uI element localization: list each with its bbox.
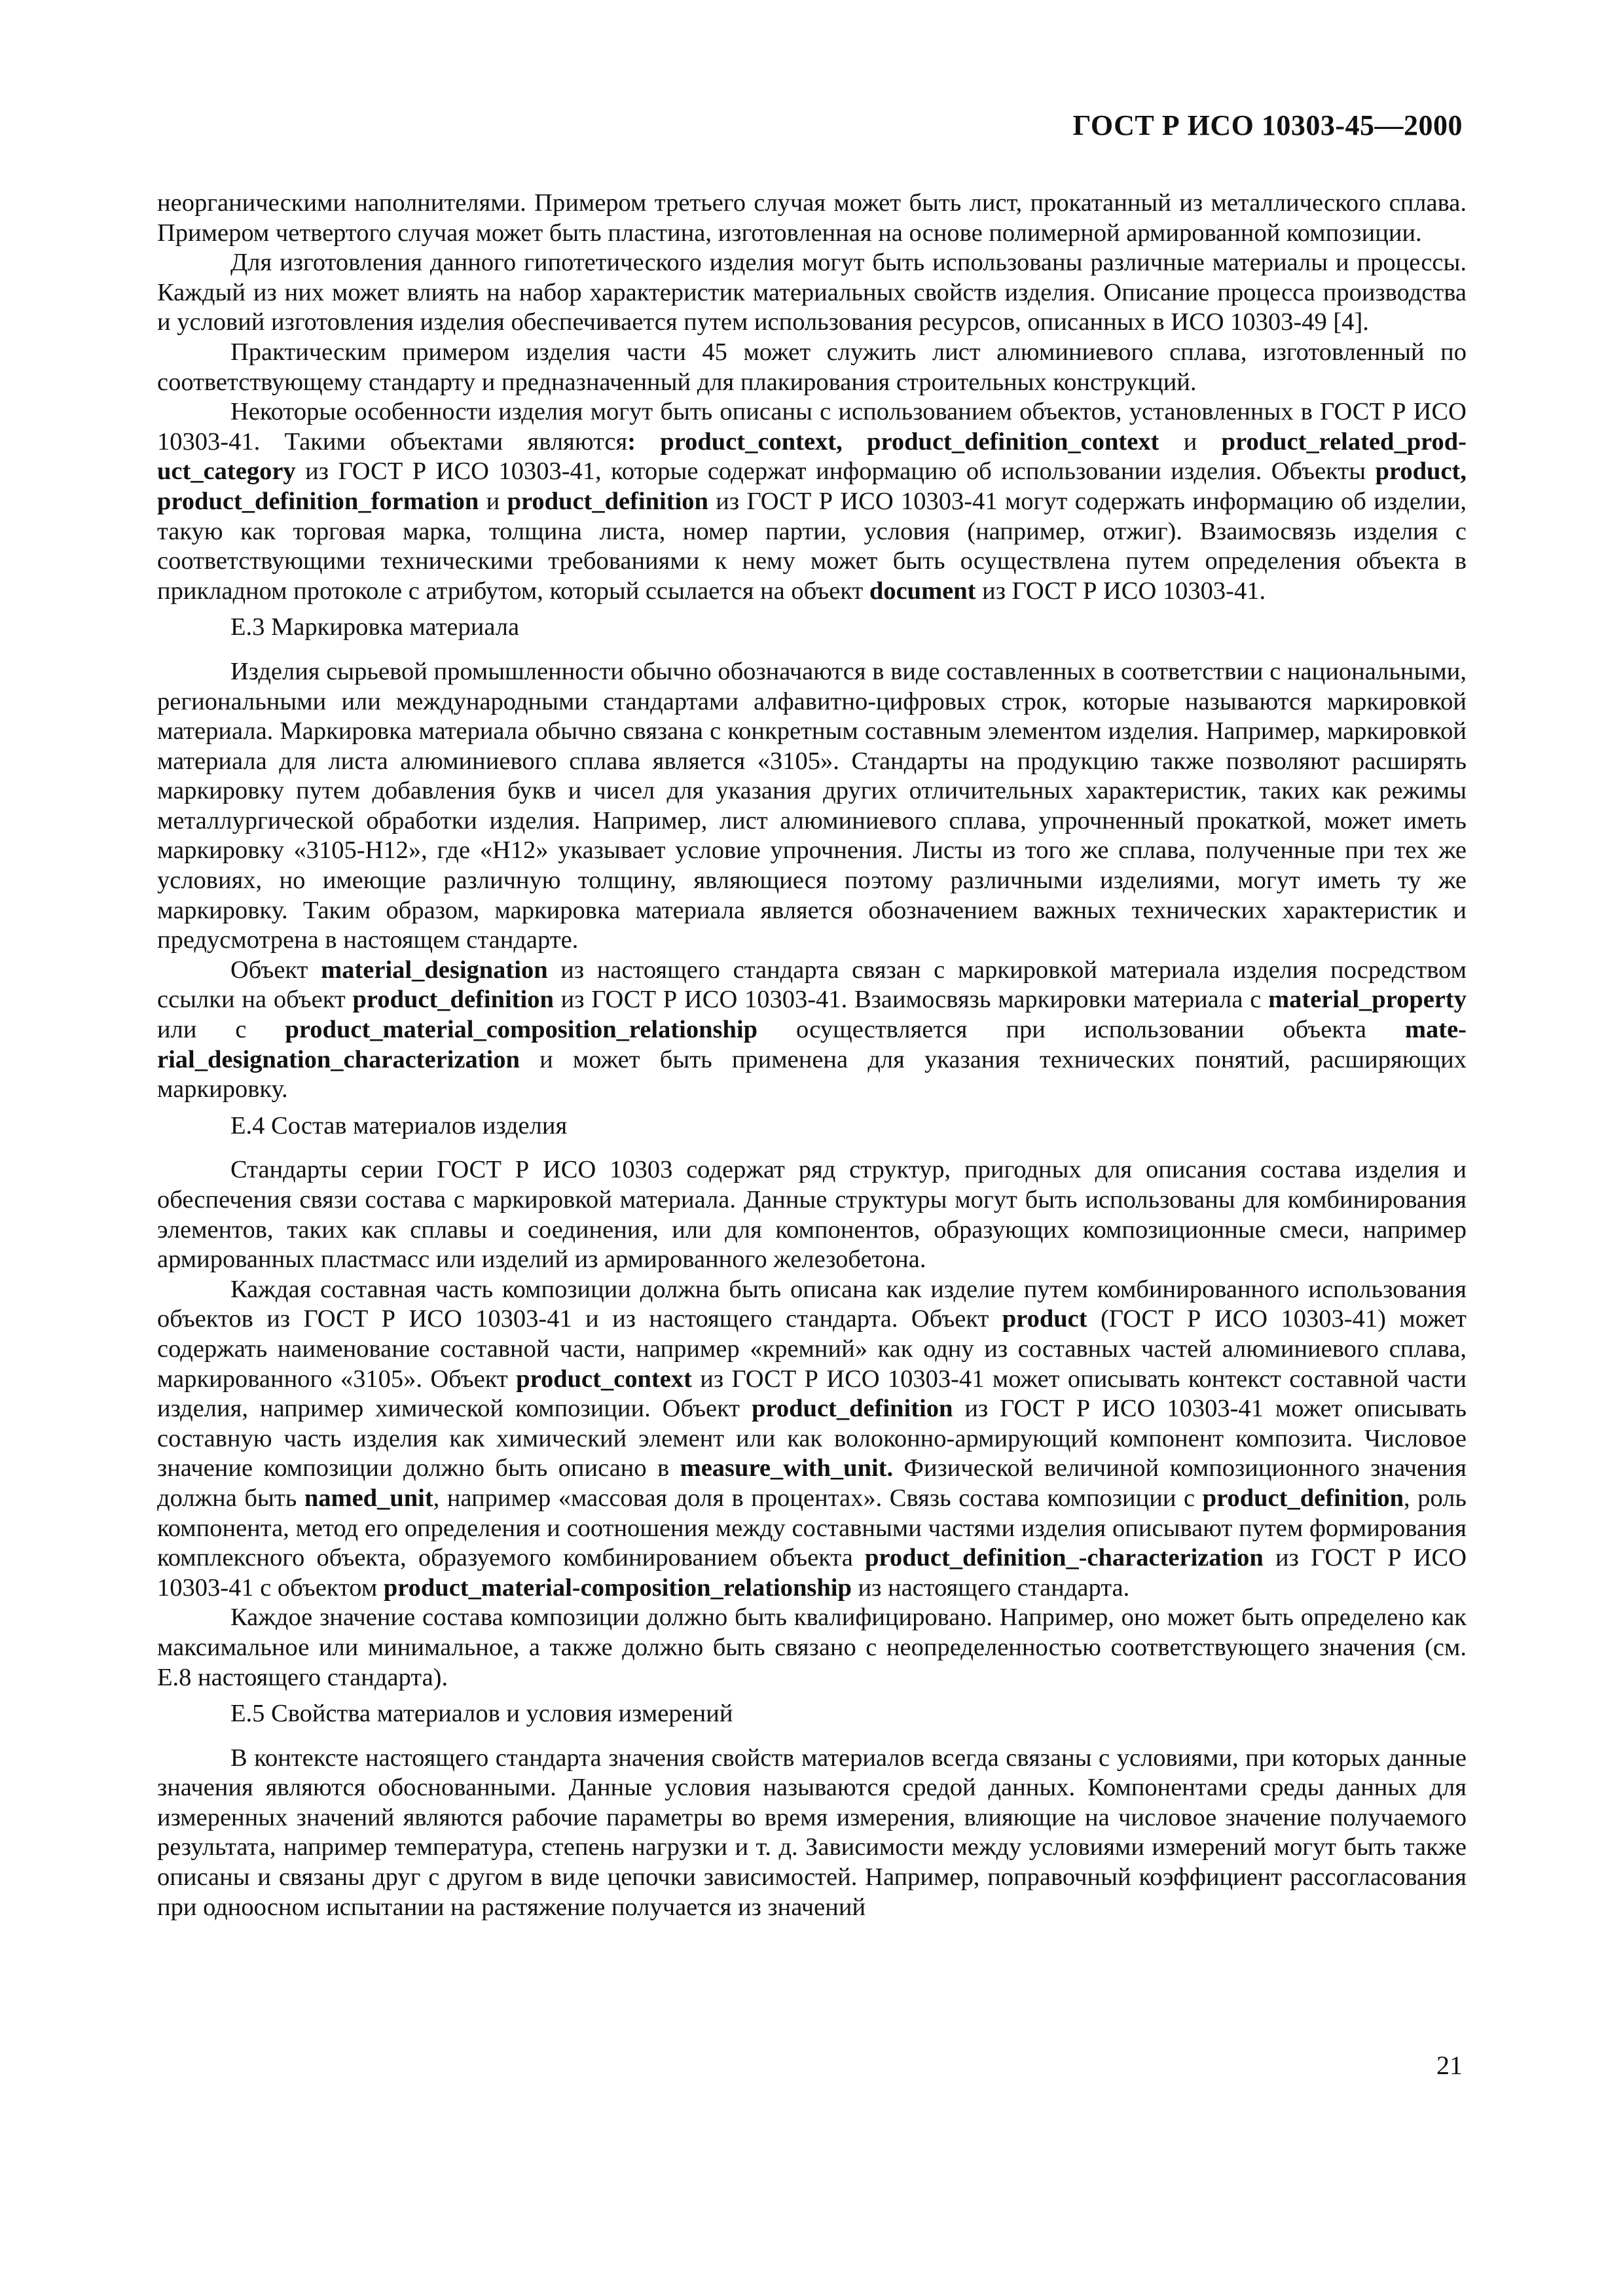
text-run: осуществляется при использовании объекта <box>757 1016 1405 1044</box>
document-body <box>157 188 1467 1922</box>
entity-name: product_definition_-characterization <box>865 1544 1264 1572</box>
text-run: из ГОСТ Р ИСО 10303-41. Взаимосвязь маркировки материала с <box>553 986 1269 1014</box>
standard-header: ГОСТ Р ИСО 10303-45—2000 <box>1072 109 1463 141</box>
text-run: из ГОСТ Р ИСО 10303-41 могут содержать информацию об изделии, такую как торговая марка, толщина листа, номер партии, условия (например, отжиг). Взаимосвязь изделия с соответствующими техническими требованиями к нему может быть осуществлена путем определения объекта в прикладном протоколе с атрибутом, который ссылается на объект <box>157 487 1467 605</box>
section-heading <box>157 1699 1467 1729</box>
entity-name: : product_context, product_definition_context <box>627 427 1159 456</box>
paragraph <box>157 1744 1467 1923</box>
entity-name: product <box>1002 1305 1087 1333</box>
text-run: или с <box>157 1016 285 1044</box>
paragraph <box>157 1155 1467 1274</box>
section-heading <box>157 1111 1467 1141</box>
paragraph <box>157 188 1467 248</box>
paragraph <box>157 956 1467 1105</box>
text-run: Для изготовления данного гипотетического изделия могут быть использованы различные материалы и процессы. Каждый из них может влиять на набор характеристик материальных свойств изделия. Описание процесса производства и условий изготовления изделия обеспечивается путем использования ресурсов, описанных в ИСО 10303-49 [4]. <box>157 249 1467 336</box>
text-run: из ГОСТ Р ИСО 10303-41 может описывать контекст составной части изделия, например химической композиции. Объект <box>157 1365 1467 1423</box>
section-heading <box>157 613 1467 643</box>
entity-name: product_material-composition_relationship <box>383 1573 852 1602</box>
paragraph <box>157 397 1467 606</box>
text-run: из ГОСТ Р ИСО 10303-41. <box>976 577 1266 605</box>
paragraph <box>157 1275 1467 1604</box>
text-run: Е.5 Свойства материалов и условия измерений <box>230 1700 733 1728</box>
text-run: и может быть применена для указания технических понятий, расширяющих маркировку. <box>157 1045 1467 1103</box>
entity-name: product_material_composition_relationship <box>285 1016 758 1044</box>
entity-name: product_related_product_category <box>157 427 1467 486</box>
text-run: Изделия сырьевой промышленности обычно обозначаются в виде составленных в соответствии с национальными, региональными или международными стандартами алфавитно-цифровых строк, которые называются маркировкой материала. Маркировка материала обычно связана с конкретным составным элементом изделия. Например, маркировкой материала для листа алюминиевого сплава является «3105». Стандарты на продукцию также позволяют расширять маркировку путем добавления букв и чисел для указания других отличительных характеристик, таких как режимы металлургической обработки изделия. Например, лист алюминиевого сплава, упрочненный прокаткой, может иметь маркировку «3105-Н12», где «Н12» указывает условие упрочнения. Листы из того же сплава, полученные при тех же условиях, но имеющие различную толщину, являющиеся поэтому различными изделиями, могут иметь ту же маркировку. Таким образом, маркировка материала является обозначением важных технических характеристик и предусмотрена в настоящем стандарте. <box>157 657 1467 954</box>
entity-name: product_definition <box>752 1395 953 1423</box>
entity-name: named_unit <box>304 1484 433 1512</box>
entity-name: product, product_definition_formation <box>157 457 1467 515</box>
text-run: из настоящего стандарта связан с маркировкой материала изделия посредством ссылки на объект <box>157 956 1467 1014</box>
paragraph <box>157 338 1467 397</box>
text-run: Каждое значение состава композиции должно быть квалифицировано. Например, оно может быть определено как максимальное или минимальное, а также должно быть связано с неопределенностью соответствующего значения (см. Е.8 настоящего стандарта). <box>157 1604 1467 1691</box>
entity-name: product_definition <box>507 487 708 515</box>
paragraph <box>157 657 1467 956</box>
entity-name: document <box>869 577 976 605</box>
text-run: и <box>1159 427 1222 456</box>
text-run: Практическим примером изделия части 45 может служить лист алюминиевого сплава, изготовленный по соответствующему стандарту и предназначенный для плакирования строительных конструкций. <box>157 338 1467 396</box>
text-run: , например «массовая доля в процентах». Связь состава композиции с <box>433 1484 1203 1512</box>
page-number: 21 <box>1436 2051 1463 2080</box>
text-run: Некоторые особенности изделия могут быть описаны с использованием объектов, установленных в ГОСТ Р ИСО 10303-41. Такими объектами являются <box>157 398 1467 456</box>
text-run: Физической величиной композиционного значения должна быть <box>157 1454 1467 1512</box>
text-run: , роль компонента, метод его определения и соотношения между составными частями изделия описывают путем формирования комплексного объекта, образуемого комбинированием объекта <box>157 1484 1467 1572</box>
entity-name: material_designation_characterization <box>157 1016 1467 1073</box>
text-run: неорганическими наполнителями. Примером третьего случая может быть лист, прокатанный из металлического сплава. Примером четвертого случая может быть пластина, изготовленная на основе полимерной армированной композиции. <box>157 189 1467 247</box>
text-run: Е.3 Маркировка материала <box>230 613 520 641</box>
text-run: из ГОСТ Р ИСО 10303-41 может описывать составную часть изделия как химический элемент или как волоконно-армирующий компонент композита. Числовое значение композиции должно быть описано в <box>157 1395 1467 1482</box>
entity-name: product_definition <box>352 986 554 1014</box>
text-run: Каждая составная часть композиции должна быть описана как изделие путем комбинированного использования объектов из ГОСТ Р ИСО 10303-41 и из настоящего стандарта. Объект <box>157 1275 1467 1333</box>
text-run: из ГОСТ Р ИСО 10303-41, которые содержат информацию об использовании изделия. Объекты <box>295 457 1376 486</box>
entity-name: product_context <box>516 1365 692 1393</box>
entity-name: material_designation <box>321 956 548 984</box>
paragraph <box>157 248 1467 338</box>
entity-name: product_definition <box>1202 1484 1404 1512</box>
paragraph <box>157 1603 1467 1693</box>
text-run: и <box>479 487 507 515</box>
text-run: (ГОСТ Р ИСО 10303-41) может содержать наименование составной части, например «кремний» как одну из составных частей алюминиевого сплава, маркированного «3105». Объект <box>157 1305 1467 1393</box>
text-run: из настоящего стандарта. <box>851 1573 1130 1602</box>
entity-name: measure_with_unit. <box>680 1454 894 1482</box>
text-run: В контексте настоящего стандарта значения свойств материалов всегда связаны с условиями, при которых данные значения являются обоснованными. Данные условия называются средой данных. Компонентами среды данных для измеренных значений являются рабочие параметры во время измерения, влияющие на числовое значение получаемого результата, например температура, степень нагрузки и т. д. Зависимости между условиями измерений могут быть также описаны и связаны друг с другом в виде цепочки зависимостей. Например, поправочный коэффициент рассогласования при одноосном испытании на растяжение получается из значений <box>157 1744 1467 1921</box>
text-run: из ГОСТ Р ИСО 10303-41 с объектом <box>157 1544 1467 1602</box>
entity-name: material_property <box>1268 986 1467 1014</box>
text-run: Объект <box>230 956 321 984</box>
text-run: Стандарты серии ГОСТ Р ИСО 10303 содержат ряд структур, пригодных для описания состава изделия и обеспечения связи состава с маркировкой материала. Данные структуры могут быть использованы для комбинирования элементов, таких как сплавы и соединения, или для компонентов, образующих композиционные смеси, например армированных пластмасс или изделий из армированного железобетона. <box>157 1156 1467 1274</box>
text-run: Е.4 Состав материалов изделия <box>230 1111 568 1139</box>
